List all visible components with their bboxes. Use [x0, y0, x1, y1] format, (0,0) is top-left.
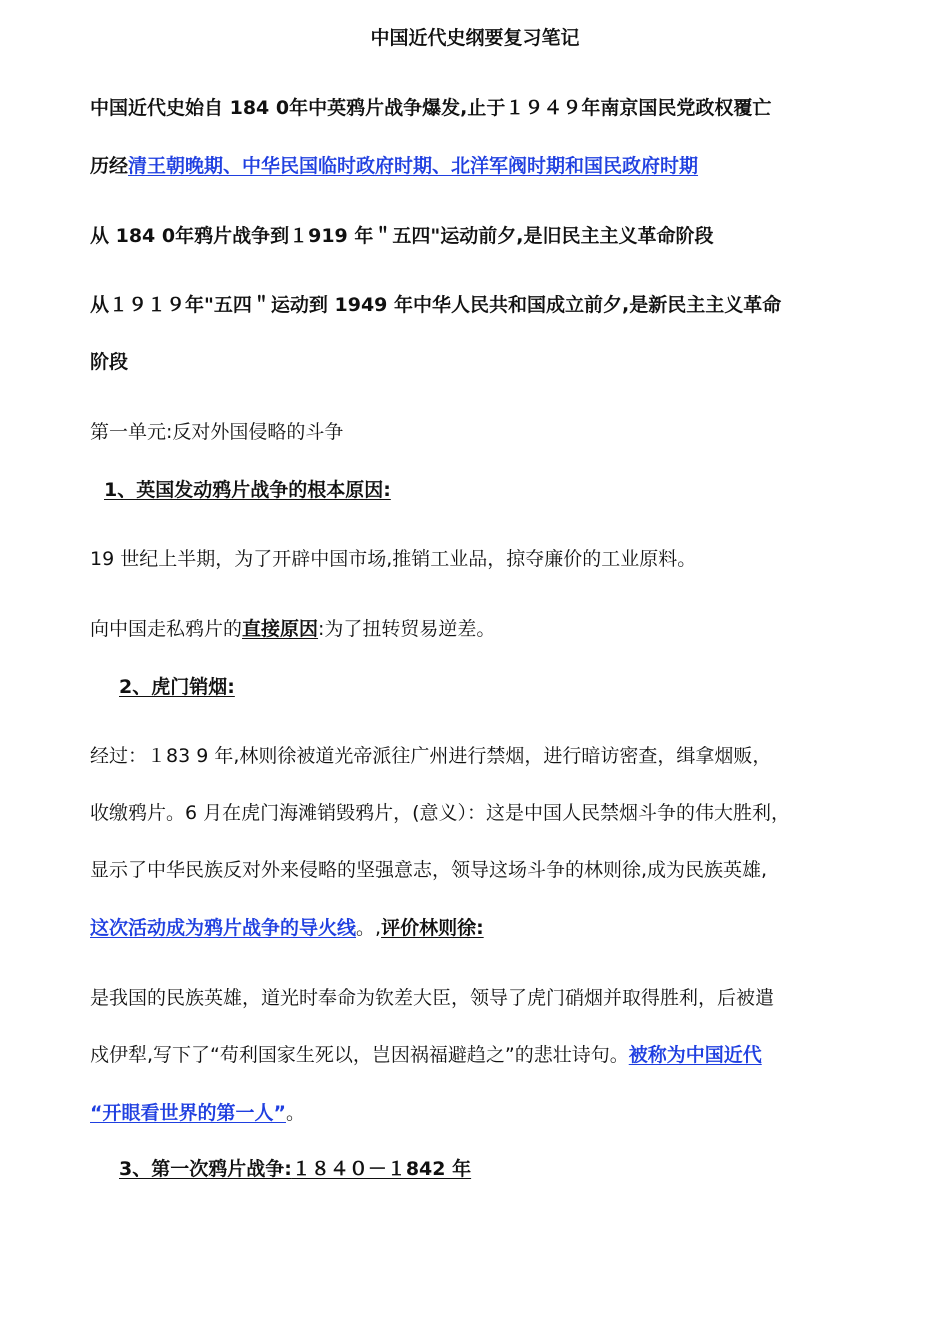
section-2-line-7-suffix: 。: [285, 1102, 305, 1124]
fuse-link[interactable]: 这次活动成为鸦片战争的导火线: [90, 917, 357, 939]
section-1-heading-text: 1、英国发动鸦片战争的根本原因:: [104, 479, 391, 501]
section-2-line-3: 显示了中华民族反对外来侵略的坚强意志，领导这场斗争的林则徐,成为民族英雄,: [90, 859, 768, 881]
document-title: 中国近代史纲要复习笔记: [370, 27, 580, 49]
section-2-line-6-text: 戍伊犁,写下了“苟利国家生死以，岂因祸福避趋之”的悲壮诗句。: [90, 1044, 629, 1066]
section-1-paragraph-2: [90, 615, 860, 643]
section-1-paragraph-1: 19 世纪上半期，为了开辟中国市场,推销工业品，掠夺廉价的工业原料。: [90, 548, 697, 570]
intro-line-2: [90, 152, 860, 180]
unit-1-heading: 第一单元:反对外国侵略的斗争: [90, 421, 344, 443]
title-link-part-2[interactable]: “开眼看世界的第一人”: [90, 1102, 286, 1124]
section-2-heading-text: 2、虎门销烟:: [119, 676, 235, 698]
section-3-heading-text: 3、第一次鸦片战争:: [119, 1158, 292, 1180]
intro-line-2-prefix: 历经: [90, 155, 129, 177]
direct-cause-prefix: 向中国走私鸦片的: [90, 618, 243, 640]
section-2-line-6: [90, 1041, 860, 1069]
section-2-line-4-mid: 。,: [356, 917, 382, 939]
title-link-part-1[interactable]: 被称为中国近代: [628, 1044, 762, 1066]
periods-link[interactable]: 清王朝晚期、中华民国临时政府时期、北洋军阀时期和国民政府时期: [128, 155, 699, 177]
intro-line-4: 从１９１９年"五四＂运动到 1949 年中华人民共和国成立前夕,是新民主主义革命: [90, 294, 782, 316]
intro-line-5: 阶段: [90, 351, 129, 373]
section-3-heading: [119, 1155, 889, 1183]
intro-line-3: 从 184 0年鸦片战争到１919 年＂五四"运动前夕,是旧民主主义革命阶段: [90, 225, 714, 247]
section-2-line-1: 经过：１83 9 年,林则徐被道光帝派往广州进行禁烟，进行暗访密查，缉拿烟贩，: [90, 745, 772, 767]
evaluation-label: 评价林则徐:: [381, 917, 484, 939]
section-2-heading: [119, 673, 889, 701]
section-2-line-2: 收缴鸦片。6 月在虎门海滩销毁鸦片，(意义）：这是中国人民禁烟斗争的伟大胜利，: [90, 802, 791, 824]
section-2-line-5: 是我国的民族英雄，道光时奉命为钦差大臣，领导了虎门硝烟并取得胜利，后被遣: [90, 987, 775, 1009]
section-1-heading: [104, 476, 874, 504]
direct-cause-text: :为了扭转贸易逆差。: [318, 618, 496, 640]
intro-line-1: 中国近代史始自 184 0年中英鸦片战争爆发,止于１９４９年南京国民党政权覆亡: [90, 97, 772, 119]
direct-cause-label: 直接原因: [242, 618, 319, 640]
section-2-line-7: [90, 1099, 860, 1127]
section-3-years: １８４０－１842 年: [291, 1158, 472, 1180]
section-2-line-4: [90, 914, 860, 942]
